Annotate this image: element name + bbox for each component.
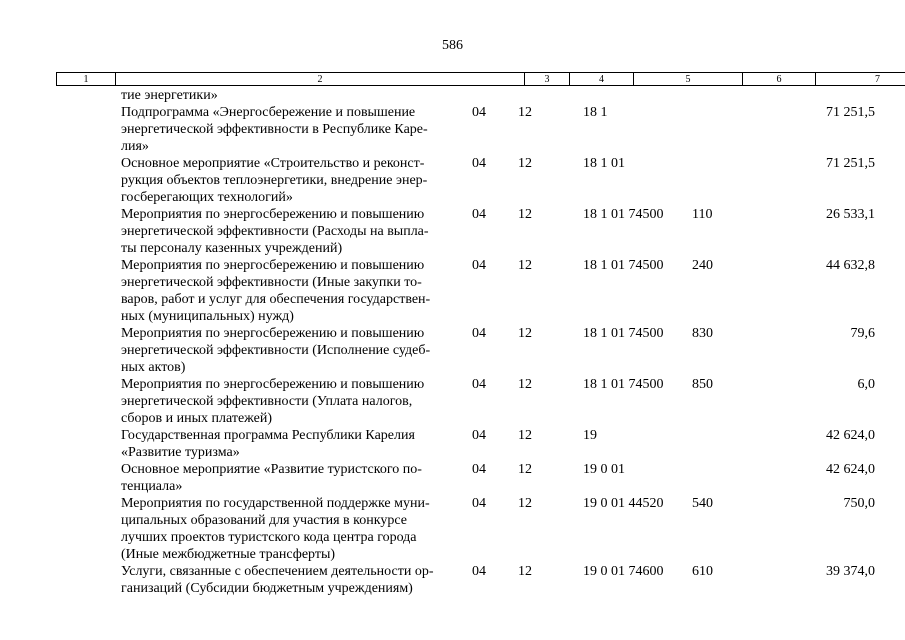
column-header-4: 4 (570, 73, 634, 86)
row-description (121, 495, 461, 563)
table-row (0, 325, 905, 376)
continuation-row (0, 87, 905, 104)
description-line: Мероприятия по энергосбережению и повышению (121, 258, 425, 273)
description-line: сборов и иных платежей) (121, 411, 273, 426)
description-line: энергетической эффективности (Расходы на выпла- (121, 224, 429, 239)
subsection-code: 12 (518, 258, 532, 273)
subsection-code: 12 (518, 564, 532, 579)
section-code: 04 (472, 496, 486, 511)
target-article-code: 18 1 01 74500 (583, 326, 664, 341)
subsection-code: 12 (518, 156, 532, 171)
column-header-1: 1 (57, 73, 116, 86)
description-line: Государственная программа Республики Карелия (121, 428, 415, 443)
description-line: тенциала» (121, 479, 183, 494)
target-article-code: 19 (583, 428, 597, 443)
amount: 26 533,1 (826, 207, 875, 222)
section-code: 04 (472, 462, 486, 477)
amount: 42 624,0 (826, 462, 875, 477)
section-code: 04 (472, 105, 486, 120)
description-line: ных (муниципальных) нужд) (121, 309, 294, 324)
description-line: ты персоналу казенных учреждений) (121, 241, 343, 256)
subsection-code: 12 (518, 496, 532, 511)
row-description (121, 325, 461, 376)
section-code: 04 (472, 326, 486, 341)
column-header-5: 5 (634, 73, 743, 86)
row-description (121, 461, 461, 495)
table-row (0, 257, 905, 325)
row-description (121, 104, 461, 155)
description-line: лия» (121, 139, 149, 154)
expense-type-code: 110 (692, 207, 713, 222)
description-line: лучших проектов туристского кода центра города (121, 530, 417, 545)
amount: 79,6 (850, 326, 875, 341)
description-line: энергетической эффективности в Республике Каре- (121, 122, 428, 137)
table-row (0, 104, 905, 155)
subsection-code: 12 (518, 428, 532, 443)
description-line: энергетической эффективности (Исполнение судеб- (121, 343, 431, 358)
description-line: госберегающих технологий» (121, 190, 293, 205)
target-article-code: 18 1 01 (583, 156, 625, 171)
table-row (0, 495, 905, 563)
section-code: 04 (472, 207, 486, 222)
description-line: ганизаций (Субсидии бюджетным учреждениям) (121, 581, 413, 596)
row-description (121, 206, 461, 257)
amount: 750,0 (843, 496, 875, 511)
column-header-2: 2 (116, 73, 525, 86)
table-row (0, 206, 905, 257)
row-description (121, 563, 461, 597)
table-row (0, 461, 905, 495)
row-description (121, 257, 461, 325)
expense-type-code: 540 (692, 496, 713, 511)
row-description (121, 427, 461, 461)
continuation-text: тие энергетики» (121, 88, 218, 103)
description-line: энергетической эффективности (Уплата налогов, (121, 394, 413, 409)
description-line: Мероприятия по энергосбережению и повышению (121, 207, 425, 222)
target-article-code: 18 1 01 74500 (583, 258, 664, 273)
amount: 71 251,5 (826, 156, 875, 171)
section-code: 04 (472, 156, 486, 171)
subsection-code: 12 (518, 207, 532, 222)
description-line: энергетической эффективности (Иные закупки то- (121, 275, 422, 290)
row-description (121, 376, 461, 427)
column-number-header (56, 72, 905, 86)
subsection-code: 12 (518, 105, 532, 120)
amount: 42 624,0 (826, 428, 875, 443)
amount: 6,0 (857, 377, 875, 392)
amount: 39 374,0 (826, 564, 875, 579)
description-line: варов, работ и услуг для обеспечения государствен- (121, 292, 431, 307)
subsection-code: 12 (518, 326, 532, 341)
row-description (121, 155, 461, 206)
target-article-code: 19 0 01 74600 (583, 564, 664, 579)
expense-type-code: 830 (692, 326, 713, 341)
description-line: Подпрограмма «Энергосбережение и повышение (121, 105, 416, 120)
description-line: (Иные межбюджетные трансферты) (121, 547, 336, 562)
target-article-code: 19 0 01 (583, 462, 625, 477)
expense-type-code: 610 (692, 564, 713, 579)
table-row (0, 427, 905, 461)
description-line: ципальных образований для участия в конкурсе (121, 513, 407, 528)
expense-type-code: 850 (692, 377, 713, 392)
section-code: 04 (472, 564, 486, 579)
target-article-code: 18 1 01 74500 (583, 377, 664, 392)
description-line: «Развитие туризма» (121, 445, 240, 460)
column-header-3: 3 (525, 73, 570, 86)
amount: 44 632,8 (826, 258, 875, 273)
table-row (0, 155, 905, 206)
expense-type-code: 240 (692, 258, 713, 273)
description-line: Основное мероприятие «Развитие туристского по- (121, 462, 422, 477)
description-line: Основное мероприятие «Строительство и реконст- (121, 156, 425, 171)
table-row (0, 563, 905, 597)
description-line: Мероприятия по энергосбережению и повышению (121, 326, 425, 341)
description-line: ных актов) (121, 360, 186, 375)
subsection-code: 12 (518, 377, 532, 392)
section-code: 04 (472, 377, 486, 392)
table-row (0, 376, 905, 427)
target-article-code: 18 1 01 74500 (583, 207, 664, 222)
column-header-6: 6 (743, 73, 816, 86)
amount: 71 251,5 (826, 105, 875, 120)
target-article-code: 19 0 01 44520 (583, 496, 664, 511)
description-line: Мероприятия по государственной поддержке муни- (121, 496, 430, 511)
subsection-code: 12 (518, 462, 532, 477)
description-line: рукция объектов теплоэнергетики, внедрение энер- (121, 173, 428, 188)
page-number: 586 (442, 38, 463, 53)
section-code: 04 (472, 428, 486, 443)
target-article-code: 18 1 (583, 105, 608, 120)
description-line: Услуги, связанные с обеспечением деятельности ор- (121, 564, 434, 579)
section-code: 04 (472, 258, 486, 273)
budget-table-body (0, 87, 905, 597)
description-line: Мероприятия по энергосбережению и повышению (121, 377, 425, 392)
column-header-7: 7 (816, 73, 905, 86)
